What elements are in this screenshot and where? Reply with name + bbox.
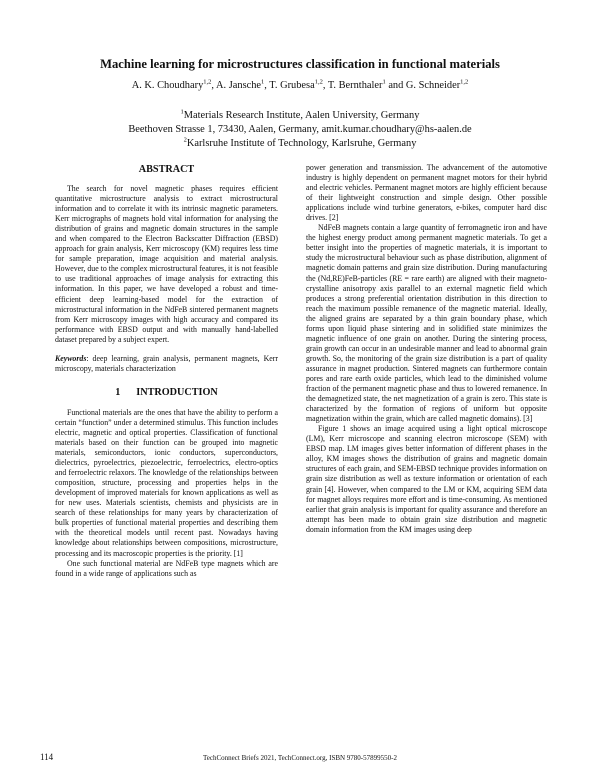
keywords: Keywords: deep learning, grain analysis, permanent magnets, Kerr microscopy, materials characterization xyxy=(55,353,278,373)
author: A. Jansche$^1$, xyxy=(216,78,270,91)
abstract-heading: ABSTRACT xyxy=(138,164,195,175)
affiliation-2: $^2$Karlsruhe Institute of Technology, Karlsruhe, Germany xyxy=(183,136,417,149)
author: G. Schneider$^{1,2}$ xyxy=(405,78,469,91)
abstract-text: The search for novel magnetic phases requires efficient quantitative microstructure analysis to extract microstructural information and to correlate it with its intrinsic magnetic parameters. Kerr micrographs of magnets hold vital information for analysing the distribution of grains and magnetic domain structures in the sample and when compared to the Electron Backscatter Diffraction (EBSD) approach for grain analysis, Kerr microscopy (KM) requires less time for sample preparation, image acquisition and material analysis. However, due to the complex microstructural features, it is not feasible to use traditional approaches of image analysis for extracting this information. In this paper, we have developed a robust and time-efficient deep learning-based model for the extraction of microstructural information in the NdFeB sintered permanent magnets from Kerr microscopy images with high accuracy and compared its performance with EBSD output and with manually hand-labelled dataset prepared by a subject expert. xyxy=(55,184,278,344)
right-column xyxy=(306,163,547,535)
intro-paragraph-4: Figure 1 shows an image acquired using a light optical microscope (LM), Kerr microscope and scanning electron microscope (SEM) with EBSD map. LM images gives better information of different phases in the alloy, KM images shows the distribution of grains and magnetic domain structures of each grain, and SEM-EBSD technique provides information on grain size distribution as well as texture information or orientation of each grain [4]. However, when compared to the LM or KM, acquiring SEM data for magnet alloys requires more effort and is time-consuming. As mentioned earlier that grain analysis is important for quality assurance and therefore an attempt has been made to obtain grain size distribution and magnetic domain information from the KM images using deep xyxy=(306,424,547,534)
author: T. Grubesa$^{1,2}$, xyxy=(269,78,328,91)
intro-paragraph-2: One such functional material are NdFeB type magnets which are found in a wide range of applications such as xyxy=(55,558,278,578)
page-number: 114 xyxy=(40,752,54,762)
section-heading-introduction: 1 INTRODUCTION xyxy=(115,386,218,398)
author-list xyxy=(0,80,600,91)
intro-paragraph-1: Functional materials are the ones that have the ability to perform a certain “function” under a determined stimulus. This function includes electric, magnetic and optical properties. Classification of functional materials based on their function can be grouped into magnetic materials, semiconductors, ionic conductors, superconductors, dielectrics, pyroelectrics, piezoelectric, ferroelectrics, electro-optics and ferroelectric relaxors. The knowledge of the relationships between composition, structure, processing and properties helps in the development of improved materials for known applications as well as for new uses. Materials scientists, chemists and physicists are in search of these relationships for many years by characterization of bulk properties of functional material properties and describing them with the theoretical models until recent past. Nowadays having knowledge about relationships between compositions, microstructure, processing and its macroscopic properties is the priority. [1] xyxy=(55,407,278,558)
author: A. K. Choudhary$^{1,2}$, xyxy=(131,78,217,91)
intro-paragraph-3: NdFeB magnets contain a large quantity of ferromagnetic iron and have the highest energy product among permanent magnetic materials. To get a better insight into the properties of magnetic materials, it is important to study the microstructural behaviour such as phase distribution, alignment of magnetic domain patterns and grain size distribution. During manufacturing the (Nd,RE)FeB-particles (RE = rare earth) are aligned with their magneto-crystalline anisotropy axis parallel to an external magnetic field which produces a strong preferential orientation distribution in this direction to reach the maximum possible remanence of the magnetic material. Ideally, the aligned grains are separated by a thin grain boundary phase, which forms upon liquid phase sintering and in solidified state minimizes the magnetic influence of one grain on another. During the sintering process, grain growth can occur in an undesirable manner and lead to abnormal grain growth. So, the monitoring of the grain size distribution is a part of quality assurance in magnet production. Sintered magnets can furthermore contain pores and rare earth oxide particles, which lead to the diminished volume fraction of the permanent magnetic phase and thus to lowered remanence. In the demagnetized state, the net magnetization of a grain is zero. This state is characterized by the formation of regions of uniform but opposite magnetization within the grain, which are called magnetic domains). [3] xyxy=(306,223,547,424)
affiliation-address: Beethoven Strasse 1, 73430, Aalen, Germany, amit.kumar.choudhary@hs-aalen.de xyxy=(128,124,472,135)
author: T. Bernthaler$^1$ and xyxy=(327,78,406,91)
intro-paragraph-2-continued: power generation and transmission. The advancement of the automotive industry is highly dependent on permanent magnet motors for their hybrid and electric vehicles. Permanent magnet motors are highly efficient because of their lightweight construction and simple design. Other possible applications include wind turbine generators, e-bikes, computer hard disc drives. [2] xyxy=(306,163,547,223)
affiliations xyxy=(0,109,600,151)
footer-citation: TechConnect Briefs 2021, TechConnect.org, ISBN 9780-57899550-2 xyxy=(203,754,397,762)
paper-title: Machine learning for microstructures classification in functional materials xyxy=(100,57,500,71)
left-column xyxy=(55,163,278,579)
affiliation-1: $^1$Materials Research Institute, Aalen University, Germany xyxy=(180,108,420,121)
